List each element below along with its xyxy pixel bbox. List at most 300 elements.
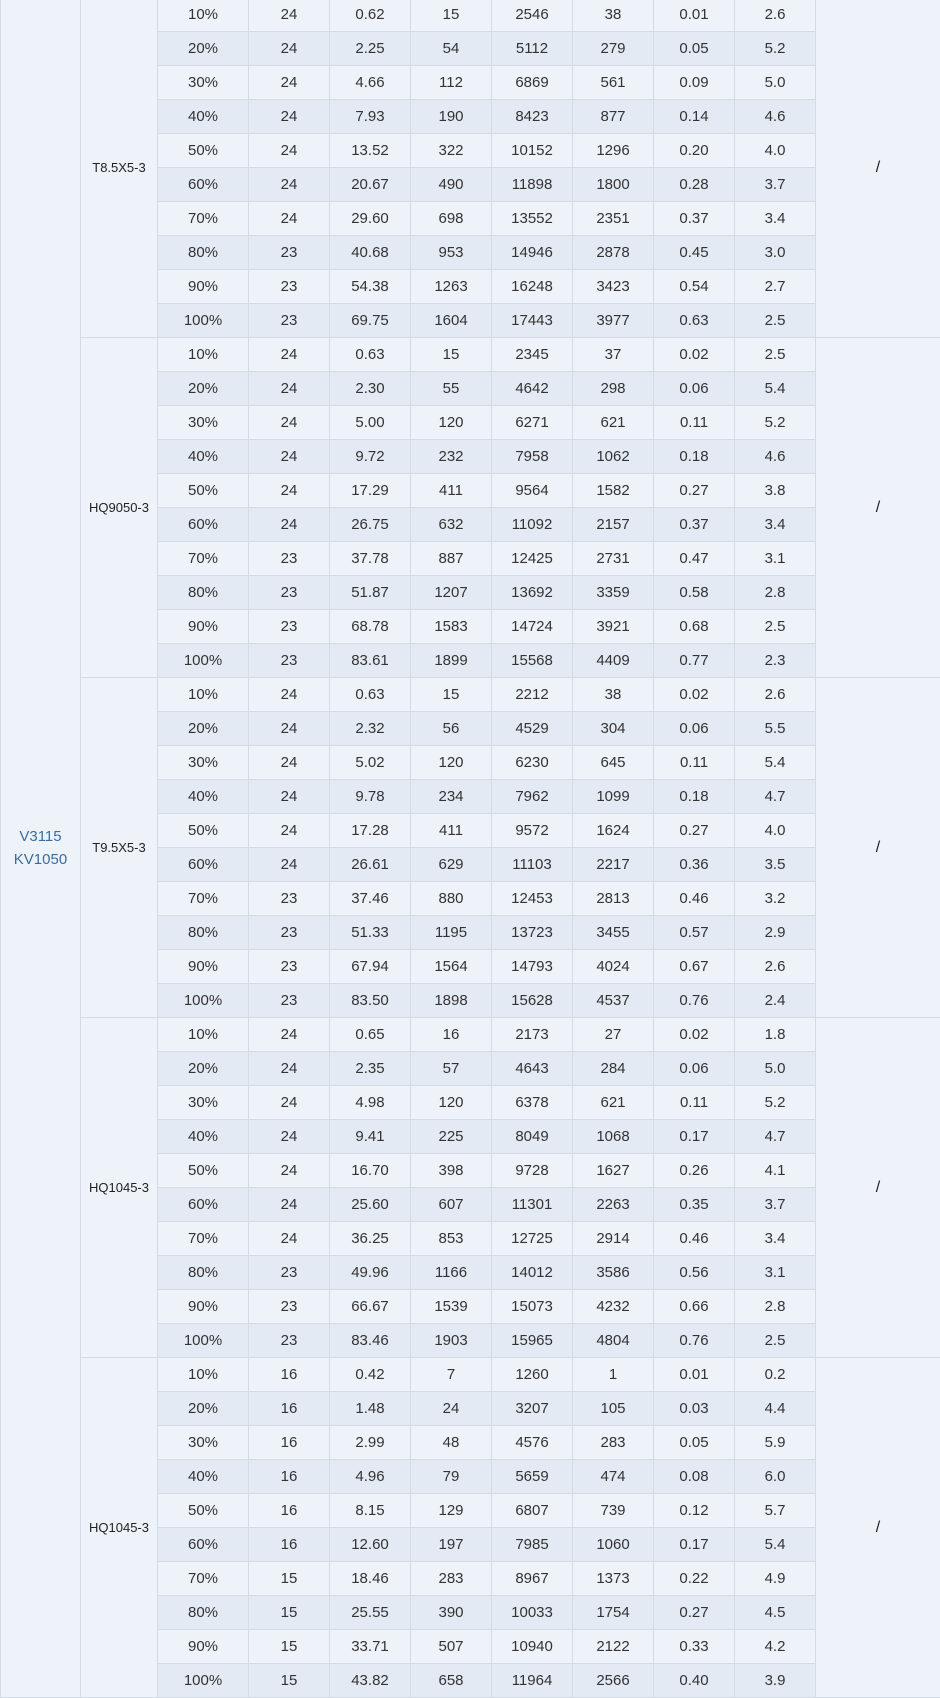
current-cell: 16.70 xyxy=(330,1154,411,1188)
rpm-cell: 2173 xyxy=(492,1018,573,1052)
current-cell: 36.25 xyxy=(330,1222,411,1256)
power-cell: 197 xyxy=(411,1528,492,1562)
throttle-cell: 30% xyxy=(158,66,249,100)
thrust-cell: 1296 xyxy=(573,134,654,168)
thrust-cell: 38 xyxy=(573,678,654,712)
rpm-cell: 17443 xyxy=(492,304,573,338)
current-cell: 18.46 xyxy=(330,1562,411,1596)
power-cell: 853 xyxy=(411,1222,492,1256)
voltage-cell: 16 xyxy=(249,1358,330,1392)
rpm-cell: 12725 xyxy=(492,1222,573,1256)
thrust-cell: 1 xyxy=(573,1358,654,1392)
voltage-cell: 24 xyxy=(249,406,330,440)
voltage-cell: 24 xyxy=(249,338,330,372)
current-cell: 83.46 xyxy=(330,1324,411,1358)
throttle-cell: 20% xyxy=(158,1392,249,1426)
current-cell: 51.33 xyxy=(330,916,411,950)
efficiency-cell: 3.2 xyxy=(735,882,816,916)
efficiency-cell: 2.5 xyxy=(735,304,816,338)
current-cell: 0.65 xyxy=(330,1018,411,1052)
voltage-cell: 23 xyxy=(249,236,330,270)
torque-cell: 0.02 xyxy=(654,1018,735,1052)
thrust-cell: 2731 xyxy=(573,542,654,576)
throttle-cell: 100% xyxy=(158,304,249,338)
torque-cell: 0.56 xyxy=(654,1256,735,1290)
rpm-cell: 8967 xyxy=(492,1562,573,1596)
torque-cell: 0.54 xyxy=(654,270,735,304)
power-cell: 1903 xyxy=(411,1324,492,1358)
torque-cell: 0.09 xyxy=(654,66,735,100)
efficiency-cell: 3.7 xyxy=(735,168,816,202)
torque-cell: 0.17 xyxy=(654,1528,735,1562)
power-cell: 15 xyxy=(411,0,492,32)
power-cell: 79 xyxy=(411,1460,492,1494)
power-cell: 490 xyxy=(411,168,492,202)
thrust-cell: 4232 xyxy=(573,1290,654,1324)
torque-cell: 0.67 xyxy=(654,950,735,984)
voltage-cell: 24 xyxy=(249,0,330,32)
rpm-cell: 14724 xyxy=(492,610,573,644)
torque-cell: 0.37 xyxy=(654,508,735,542)
efficiency-cell: 5.4 xyxy=(735,1528,816,1562)
torque-cell: 0.06 xyxy=(654,372,735,406)
throttle-cell: 40% xyxy=(158,1120,249,1154)
torque-cell: 0.35 xyxy=(654,1188,735,1222)
power-cell: 225 xyxy=(411,1120,492,1154)
voltage-cell: 24 xyxy=(249,508,330,542)
efficiency-cell: 5.5 xyxy=(735,712,816,746)
rpm-cell: 5112 xyxy=(492,32,573,66)
thrust-cell: 4537 xyxy=(573,984,654,1018)
torque-cell: 0.18 xyxy=(654,440,735,474)
efficiency-cell: 4.0 xyxy=(735,814,816,848)
power-cell: 24 xyxy=(411,1392,492,1426)
thrust-cell: 645 xyxy=(573,746,654,780)
throttle-cell: 60% xyxy=(158,508,249,542)
table-body xyxy=(1,0,940,1698)
torque-cell: 0.01 xyxy=(654,0,735,32)
thrust-cell: 279 xyxy=(573,32,654,66)
torque-cell: 0.40 xyxy=(654,1664,735,1698)
efficiency-cell: 3.1 xyxy=(735,542,816,576)
efficiency-cell: 4.7 xyxy=(735,1120,816,1154)
efficiency-cell: 4.4 xyxy=(735,1392,816,1426)
power-cell: 390 xyxy=(411,1596,492,1630)
thrust-cell: 1627 xyxy=(573,1154,654,1188)
torque-cell: 0.17 xyxy=(654,1120,735,1154)
rpm-cell: 8049 xyxy=(492,1120,573,1154)
power-cell: 1166 xyxy=(411,1256,492,1290)
efficiency-cell: 2.3 xyxy=(735,644,816,678)
throttle-cell: 100% xyxy=(158,1324,249,1358)
voltage-cell: 23 xyxy=(249,1256,330,1290)
voltage-cell: 24 xyxy=(249,100,330,134)
thrust-cell: 877 xyxy=(573,100,654,134)
voltage-cell: 23 xyxy=(249,610,330,644)
efficiency-cell: 3.4 xyxy=(735,202,816,236)
rpm-cell: 13552 xyxy=(492,202,573,236)
voltage-cell: 23 xyxy=(249,576,330,610)
thrust-cell: 3586 xyxy=(573,1256,654,1290)
rpm-cell: 2212 xyxy=(492,678,573,712)
torque-cell: 0.66 xyxy=(654,1290,735,1324)
note-cell: / xyxy=(816,0,940,338)
power-cell: 1263 xyxy=(411,270,492,304)
thrust-cell: 284 xyxy=(573,1052,654,1086)
throttle-cell: 40% xyxy=(158,1460,249,1494)
power-cell: 880 xyxy=(411,882,492,916)
efficiency-cell: 2.5 xyxy=(735,1324,816,1358)
power-cell: 57 xyxy=(411,1052,492,1086)
efficiency-cell: 4.6 xyxy=(735,100,816,134)
rpm-cell: 15628 xyxy=(492,984,573,1018)
current-cell: 25.60 xyxy=(330,1188,411,1222)
torque-cell: 0.02 xyxy=(654,338,735,372)
power-cell: 283 xyxy=(411,1562,492,1596)
voltage-cell: 24 xyxy=(249,202,330,236)
rpm-cell: 11964 xyxy=(492,1664,573,1698)
thrust-cell: 2813 xyxy=(573,882,654,916)
torque-cell: 0.33 xyxy=(654,1630,735,1664)
torque-cell: 0.11 xyxy=(654,746,735,780)
voltage-cell: 15 xyxy=(249,1630,330,1664)
voltage-cell: 24 xyxy=(249,66,330,100)
rpm-cell: 11898 xyxy=(492,168,573,202)
efficiency-cell: 3.0 xyxy=(735,236,816,270)
thrust-cell: 4804 xyxy=(573,1324,654,1358)
efficiency-cell: 6.0 xyxy=(735,1460,816,1494)
power-cell: 629 xyxy=(411,848,492,882)
power-cell: 887 xyxy=(411,542,492,576)
voltage-cell: 24 xyxy=(249,1222,330,1256)
torque-cell: 0.22 xyxy=(654,1562,735,1596)
voltage-cell: 24 xyxy=(249,1154,330,1188)
throttle-cell: 20% xyxy=(158,372,249,406)
rpm-cell: 14012 xyxy=(492,1256,573,1290)
motor-model-label: V3115 xyxy=(1,825,80,848)
torque-cell: 0.46 xyxy=(654,882,735,916)
rpm-cell: 11103 xyxy=(492,848,573,882)
torque-cell: 0.26 xyxy=(654,1154,735,1188)
efficiency-cell: 3.9 xyxy=(735,1664,816,1698)
current-cell: 17.28 xyxy=(330,814,411,848)
current-cell: 26.61 xyxy=(330,848,411,882)
torque-cell: 0.18 xyxy=(654,780,735,814)
table-row xyxy=(1,678,940,712)
current-cell: 0.63 xyxy=(330,678,411,712)
voltage-cell: 16 xyxy=(249,1528,330,1562)
voltage-cell: 24 xyxy=(249,1120,330,1154)
throttle-cell: 40% xyxy=(158,100,249,134)
torque-cell: 0.01 xyxy=(654,1358,735,1392)
throttle-cell: 90% xyxy=(158,950,249,984)
current-cell: 12.60 xyxy=(330,1528,411,1562)
throttle-cell: 80% xyxy=(158,576,249,610)
torque-cell: 0.57 xyxy=(654,916,735,950)
power-cell: 1207 xyxy=(411,576,492,610)
voltage-cell: 24 xyxy=(249,1018,330,1052)
current-cell: 29.60 xyxy=(330,202,411,236)
power-cell: 234 xyxy=(411,780,492,814)
throttle-cell: 70% xyxy=(158,1562,249,1596)
table-row xyxy=(1,0,940,32)
voltage-cell: 24 xyxy=(249,440,330,474)
efficiency-cell: 5.2 xyxy=(735,1086,816,1120)
thrust-cell: 2157 xyxy=(573,508,654,542)
torque-cell: 0.12 xyxy=(654,1494,735,1528)
current-cell: 1.48 xyxy=(330,1392,411,1426)
efficiency-cell: 1.8 xyxy=(735,1018,816,1052)
torque-cell: 0.05 xyxy=(654,32,735,66)
power-cell: 232 xyxy=(411,440,492,474)
thrust-cell: 105 xyxy=(573,1392,654,1426)
rpm-cell: 15073 xyxy=(492,1290,573,1324)
rpm-cell: 2345 xyxy=(492,338,573,372)
thrust-cell: 621 xyxy=(573,1086,654,1120)
power-cell: 48 xyxy=(411,1426,492,1460)
note-cell: / xyxy=(816,1358,940,1698)
throttle-cell: 80% xyxy=(158,1596,249,1630)
efficiency-cell: 2.6 xyxy=(735,950,816,984)
current-cell: 37.78 xyxy=(330,542,411,576)
throttle-cell: 60% xyxy=(158,1188,249,1222)
rpm-cell: 7985 xyxy=(492,1528,573,1562)
rpm-cell: 4643 xyxy=(492,1052,573,1086)
throttle-cell: 50% xyxy=(158,474,249,508)
note-cell: / xyxy=(816,678,940,1018)
voltage-cell: 23 xyxy=(249,542,330,576)
efficiency-cell: 2.8 xyxy=(735,1290,816,1324)
throttle-cell: 70% xyxy=(158,882,249,916)
torque-cell: 0.06 xyxy=(654,712,735,746)
current-cell: 0.62 xyxy=(330,0,411,32)
throttle-cell: 20% xyxy=(158,32,249,66)
torque-cell: 0.14 xyxy=(654,100,735,134)
rpm-cell: 7958 xyxy=(492,440,573,474)
rpm-cell: 7962 xyxy=(492,780,573,814)
voltage-cell: 24 xyxy=(249,814,330,848)
power-cell: 607 xyxy=(411,1188,492,1222)
throttle-cell: 10% xyxy=(158,1018,249,1052)
thrust-cell: 2566 xyxy=(573,1664,654,1698)
rpm-cell: 9728 xyxy=(492,1154,573,1188)
current-cell: 9.78 xyxy=(330,780,411,814)
rpm-cell: 4529 xyxy=(492,712,573,746)
current-cell: 26.75 xyxy=(330,508,411,542)
voltage-cell: 24 xyxy=(249,848,330,882)
throttle-cell: 40% xyxy=(158,780,249,814)
voltage-cell: 16 xyxy=(249,1494,330,1528)
rpm-cell: 6230 xyxy=(492,746,573,780)
rpm-cell: 11301 xyxy=(492,1188,573,1222)
throttle-cell: 60% xyxy=(158,1528,249,1562)
thrust-cell: 621 xyxy=(573,406,654,440)
current-cell: 5.00 xyxy=(330,406,411,440)
voltage-cell: 15 xyxy=(249,1596,330,1630)
thrust-cell: 739 xyxy=(573,1494,654,1528)
rpm-cell: 9572 xyxy=(492,814,573,848)
rpm-cell: 8423 xyxy=(492,100,573,134)
voltage-cell: 23 xyxy=(249,304,330,338)
voltage-cell: 23 xyxy=(249,882,330,916)
rpm-cell: 15965 xyxy=(492,1324,573,1358)
power-cell: 411 xyxy=(411,814,492,848)
current-cell: 5.02 xyxy=(330,746,411,780)
efficiency-cell: 4.9 xyxy=(735,1562,816,1596)
current-cell: 4.98 xyxy=(330,1086,411,1120)
efficiency-cell: 3.4 xyxy=(735,508,816,542)
torque-cell: 0.27 xyxy=(654,1596,735,1630)
efficiency-cell: 0.2 xyxy=(735,1358,816,1392)
thrust-cell: 304 xyxy=(573,712,654,746)
voltage-cell: 24 xyxy=(249,1086,330,1120)
efficiency-cell: 2.6 xyxy=(735,678,816,712)
current-cell: 25.55 xyxy=(330,1596,411,1630)
throttle-cell: 60% xyxy=(158,848,249,882)
power-cell: 120 xyxy=(411,746,492,780)
current-cell: 49.96 xyxy=(330,1256,411,1290)
voltage-cell: 23 xyxy=(249,950,330,984)
rpm-cell: 10940 xyxy=(492,1630,573,1664)
motor-model-cell xyxy=(1,0,81,1698)
rpm-cell: 1260 xyxy=(492,1358,573,1392)
rpm-cell: 4576 xyxy=(492,1426,573,1460)
propeller-model-cell: HQ1045-3 xyxy=(81,1358,158,1698)
power-cell: 112 xyxy=(411,66,492,100)
torque-cell: 0.27 xyxy=(654,474,735,508)
voltage-cell: 24 xyxy=(249,746,330,780)
torque-cell: 0.03 xyxy=(654,1392,735,1426)
current-cell: 83.50 xyxy=(330,984,411,1018)
thrust-cell: 474 xyxy=(573,1460,654,1494)
rpm-cell: 4642 xyxy=(492,372,573,406)
current-cell: 20.67 xyxy=(330,168,411,202)
power-cell: 1564 xyxy=(411,950,492,984)
thrust-cell: 3423 xyxy=(573,270,654,304)
rpm-cell: 6271 xyxy=(492,406,573,440)
efficiency-cell: 3.4 xyxy=(735,1222,816,1256)
efficiency-cell: 5.4 xyxy=(735,746,816,780)
efficiency-cell: 4.2 xyxy=(735,1630,816,1664)
power-cell: 322 xyxy=(411,134,492,168)
power-cell: 1195 xyxy=(411,916,492,950)
power-cell: 658 xyxy=(411,1664,492,1698)
torque-cell: 0.11 xyxy=(654,406,735,440)
efficiency-cell: 2.8 xyxy=(735,576,816,610)
thrust-cell: 3977 xyxy=(573,304,654,338)
rpm-cell: 15568 xyxy=(492,644,573,678)
power-cell: 398 xyxy=(411,1154,492,1188)
current-cell: 68.78 xyxy=(330,610,411,644)
throttle-cell: 90% xyxy=(158,610,249,644)
propeller-model-cell: T9.5X5-3 xyxy=(81,678,158,1018)
torque-cell: 0.37 xyxy=(654,202,735,236)
efficiency-cell: 4.1 xyxy=(735,1154,816,1188)
torque-cell: 0.77 xyxy=(654,644,735,678)
torque-cell: 0.76 xyxy=(654,984,735,1018)
table-row xyxy=(1,1018,940,1052)
voltage-cell: 23 xyxy=(249,984,330,1018)
power-cell: 15 xyxy=(411,678,492,712)
efficiency-cell: 2.7 xyxy=(735,270,816,304)
power-cell: 411 xyxy=(411,474,492,508)
efficiency-cell: 2.6 xyxy=(735,0,816,32)
rpm-cell: 9564 xyxy=(492,474,573,508)
torque-cell: 0.08 xyxy=(654,1460,735,1494)
power-cell: 54 xyxy=(411,32,492,66)
rpm-cell: 5659 xyxy=(492,1460,573,1494)
current-cell: 9.41 xyxy=(330,1120,411,1154)
throttle-cell: 30% xyxy=(158,746,249,780)
torque-cell: 0.63 xyxy=(654,304,735,338)
efficiency-cell: 2.5 xyxy=(735,338,816,372)
efficiency-cell: 5.4 xyxy=(735,372,816,406)
torque-cell: 0.45 xyxy=(654,236,735,270)
power-cell: 1899 xyxy=(411,644,492,678)
thrust-cell: 1373 xyxy=(573,1562,654,1596)
efficiency-cell: 5.7 xyxy=(735,1494,816,1528)
power-cell: 190 xyxy=(411,100,492,134)
thrust-cell: 2263 xyxy=(573,1188,654,1222)
voltage-cell: 15 xyxy=(249,1664,330,1698)
throttle-cell: 10% xyxy=(158,0,249,32)
efficiency-cell: 5.0 xyxy=(735,1052,816,1086)
throttle-cell: 20% xyxy=(158,712,249,746)
current-cell: 40.68 xyxy=(330,236,411,270)
throttle-cell: 20% xyxy=(158,1052,249,1086)
thrust-cell: 2351 xyxy=(573,202,654,236)
throttle-cell: 70% xyxy=(158,1222,249,1256)
torque-cell: 0.11 xyxy=(654,1086,735,1120)
torque-cell: 0.27 xyxy=(654,814,735,848)
power-cell: 1898 xyxy=(411,984,492,1018)
efficiency-cell: 3.8 xyxy=(735,474,816,508)
thrust-cell: 4409 xyxy=(573,644,654,678)
throttle-cell: 50% xyxy=(158,814,249,848)
voltage-cell: 24 xyxy=(249,678,330,712)
throttle-cell: 50% xyxy=(158,1154,249,1188)
efficiency-cell: 4.6 xyxy=(735,440,816,474)
rpm-cell: 10033 xyxy=(492,1596,573,1630)
rpm-cell: 11092 xyxy=(492,508,573,542)
voltage-cell: 15 xyxy=(249,1562,330,1596)
rpm-cell: 12453 xyxy=(492,882,573,916)
power-cell: 56 xyxy=(411,712,492,746)
throttle-cell: 70% xyxy=(158,542,249,576)
throttle-cell: 80% xyxy=(158,1256,249,1290)
current-cell: 4.66 xyxy=(330,66,411,100)
current-cell: 4.96 xyxy=(330,1460,411,1494)
current-cell: 83.61 xyxy=(330,644,411,678)
throttle-cell: 90% xyxy=(158,1290,249,1324)
voltage-cell: 24 xyxy=(249,168,330,202)
power-cell: 1539 xyxy=(411,1290,492,1324)
torque-cell: 0.20 xyxy=(654,134,735,168)
torque-cell: 0.28 xyxy=(654,168,735,202)
torque-cell: 0.58 xyxy=(654,576,735,610)
throttle-cell: 90% xyxy=(158,270,249,304)
power-cell: 120 xyxy=(411,406,492,440)
voltage-cell: 23 xyxy=(249,1290,330,1324)
thrust-cell: 283 xyxy=(573,1426,654,1460)
current-cell: 2.32 xyxy=(330,712,411,746)
power-cell: 120 xyxy=(411,1086,492,1120)
current-cell: 8.15 xyxy=(330,1494,411,1528)
propeller-model-cell: T8.5X5-3 xyxy=(81,0,158,338)
current-cell: 69.75 xyxy=(330,304,411,338)
current-cell: 7.93 xyxy=(330,100,411,134)
thrust-cell: 2878 xyxy=(573,236,654,270)
